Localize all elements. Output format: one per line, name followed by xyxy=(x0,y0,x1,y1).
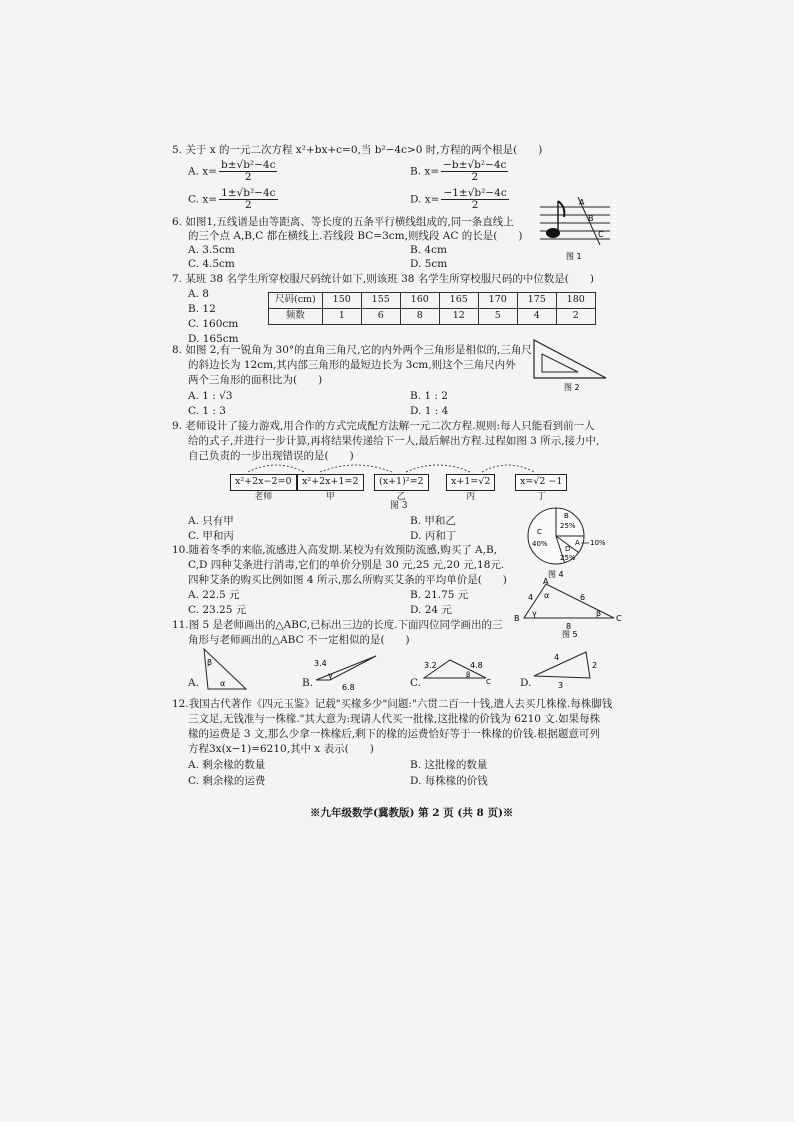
size-cell: 170 xyxy=(478,293,517,309)
q11-option-b-triangle xyxy=(312,650,382,692)
q8-option-b: B. 1 : 2 xyxy=(410,390,448,402)
side-length: 3.4 xyxy=(314,659,327,668)
q10-line2: C,D 四种艾条进行消毒,它们的单价分别是 30 元,25 元,20 元,18元. xyxy=(188,559,505,571)
q12-option-b: B. 这批椽的数量 xyxy=(410,759,488,771)
q9-line3: 自己负责的一步出现错误的是( ) xyxy=(188,450,354,462)
count-cell: 5 xyxy=(478,308,517,324)
figure-1-caption: 图 1 xyxy=(566,252,582,261)
figure-2-set-square xyxy=(528,336,610,394)
relay-name: 乙 xyxy=(396,491,406,502)
q12-option-c: C. 剩余椽的运费 xyxy=(188,775,266,787)
pie-value-a: 10% xyxy=(590,539,606,547)
count-header: 频数 xyxy=(269,308,323,324)
page-footer: ※九年级数学(冀教版) 第 2 页 (共 8 页)※ xyxy=(310,807,514,819)
q8-line1: 8. 如图 2,有一锐角为 30°的直角三角尺,它的内外两个三角形是相似的,三角尺 xyxy=(172,344,532,356)
count-row xyxy=(269,308,596,324)
count-cell: 6 xyxy=(361,308,400,324)
point-a-label: A xyxy=(579,198,585,207)
count-cell: 2 xyxy=(556,308,595,324)
q8-option-d: D. 1 : 4 xyxy=(410,405,449,417)
pie-label-c: C xyxy=(537,528,542,536)
q6-line2: 的三个点 A,B,C 都在横线上.若线段 BC=3cm,则线段 AC 的长是( ) xyxy=(188,230,523,242)
q11-line1: 11.图 5 是老师画出的△ABC,已标出三边的长度.下面四位同学画出的三 xyxy=(172,619,503,631)
size-cell: 175 xyxy=(517,293,556,309)
figure-4-caption: 图 4 xyxy=(548,570,564,579)
point-b-label: B xyxy=(588,214,594,223)
side-ac-length: 6 xyxy=(580,593,586,602)
q11-option-a-label: A. xyxy=(188,677,199,689)
q12-option-d: D. 每株椽的价钱 xyxy=(410,775,488,787)
pie-label-a: A xyxy=(575,539,580,547)
vertex-c-label: C xyxy=(616,614,622,623)
pie-value-d: 25% xyxy=(560,554,576,562)
q9-option-d: D. 丙和丁 xyxy=(410,530,457,542)
angle-beta: β xyxy=(466,671,471,679)
count-cell: 8 xyxy=(400,308,439,324)
q7-option-a: A. 8 xyxy=(188,288,209,300)
figure-4-pie-chart xyxy=(520,504,614,580)
side-length: 3 xyxy=(558,681,564,690)
q9-option-b: B. 甲和乙 xyxy=(410,515,456,527)
q5-option-b: B. x= $\frac{\text{−b±√b²−4c}}{2}$ xyxy=(410,159,507,184)
count-cell: 12 xyxy=(439,308,478,324)
q10-line3: 四种艾条的购买比例如图 4 所示,那么所购买艾条的平均单价是( ) xyxy=(188,574,507,586)
point-c-label: C xyxy=(598,230,604,239)
q9-line2: 给的式子,并进行一步计算,再将结果传递给下一人,最后解出方程.过程如图 3 所示,接力中, xyxy=(188,435,600,447)
side-length: 6.8 xyxy=(342,683,355,692)
angle-alpha: α xyxy=(220,679,226,688)
figure-2-caption: 图 2 xyxy=(564,383,580,392)
size-row xyxy=(269,293,596,309)
relay-name: 丙 xyxy=(466,491,476,502)
equation-box: x²+2x+1=2 xyxy=(297,474,364,491)
q10-option-c: C. 23.25 元 xyxy=(188,604,247,616)
size-cell: 160 xyxy=(400,293,439,309)
relay-name: 甲 xyxy=(325,491,335,502)
pie-label-b: B xyxy=(564,512,569,520)
q11-option-b-label: B. xyxy=(302,677,314,689)
relay-step-jia xyxy=(297,474,364,503)
size-cell: 180 xyxy=(556,293,595,309)
q11-option-c-label: C. xyxy=(410,677,421,689)
side-length: 3.2 xyxy=(424,661,437,670)
q9-line1: 9. 老师设计了接力游戏,用合作的方式完成配方法解一元二次方程.规则:每人只能看到前一人 xyxy=(172,420,595,432)
q5-option-a: A. x= $\frac{\text{b±√b²−4c}}{2}$ xyxy=(188,159,276,184)
q11-line2: 角形与老师画出的△ABC 不一定相似的是( ) xyxy=(188,634,410,646)
q9-option-a: A. 只有甲 xyxy=(188,515,234,527)
figure-5-triangle-abc xyxy=(512,578,624,638)
side-length: 4 xyxy=(554,653,560,662)
pie-value-c: 40% xyxy=(532,540,548,548)
figure-5-caption: 图 5 xyxy=(562,630,578,638)
vertex-a-label: A xyxy=(543,578,549,586)
q5-option-d: D. x= $\frac{\text{−1±√b²−4c}}{2}$ xyxy=(410,187,507,212)
q6-option-d: D. 5cm xyxy=(410,258,448,270)
q6-option-c: C. 4.5cm xyxy=(188,258,235,270)
q9-option-c: C. 甲和丙 xyxy=(188,530,234,542)
q8-line3: 两个三角形的面积比为( ) xyxy=(188,374,323,386)
pie-label-d: D xyxy=(565,545,571,553)
side-ab-length: 4 xyxy=(528,593,534,602)
q6-option-a: A. 3.5cm xyxy=(188,244,235,256)
equation-box: (x+1)²=2 xyxy=(374,474,429,491)
q11-option-d-label: D. xyxy=(520,677,532,689)
size-cell: 150 xyxy=(322,293,361,309)
figure-1-staff xyxy=(536,193,612,263)
q10-option-d: D. 24 元 xyxy=(410,604,452,616)
q11-option-c-triangle xyxy=(420,654,492,690)
q8-line2: 的斜边长为 12cm,其内部三角形的最短边长为 3cm,则这个三角尺内外 xyxy=(188,359,516,371)
count-cell: 1 xyxy=(322,308,361,324)
angle-gamma: γ xyxy=(328,671,333,680)
q6-option-b: B. 4cm xyxy=(410,244,447,256)
size-cell: 165 xyxy=(439,293,478,309)
equation-box: x=√2 −1 xyxy=(515,474,567,491)
q8-option-c: C. 1 : 3 xyxy=(188,405,226,417)
relay-step-ding xyxy=(515,474,567,503)
equation-box: x+1=√2 xyxy=(446,474,495,491)
side-length: 2 xyxy=(592,661,598,670)
relay-step-yi xyxy=(374,474,429,503)
q6-line1: 6. 如图1,五线谱是由等距离、等长度的五条平行横线组成的,同一条直线上 xyxy=(172,216,514,228)
q7-option-b: B. 12 xyxy=(188,303,216,315)
q10-line1: 10.随着冬季的来临,流感进入高发期.某校为有效预防流感,购买了 A,B, xyxy=(172,544,498,556)
q10-option-b: B. 21.75 元 xyxy=(410,589,469,601)
q12-line4: 方程3x(x−1)=6210,其中 x 表示( ) xyxy=(188,743,374,755)
q12-line1: 12.我国古代著作《四元玉鉴》记载"买椽多少"问题:"六贯二百一十钱,遣人去买几株椽.每株脚钱 xyxy=(172,698,613,710)
side-length: 4.8 xyxy=(470,661,483,670)
q10-option-a: A. 22.5 元 xyxy=(188,589,240,601)
q7-stem: 7. 某班 38 名学生所穿校服尺码统计如下,则该班 38 名学生所穿校服尺码的中位数是( ) xyxy=(172,273,594,285)
figure-3-caption: 图 3 xyxy=(390,501,408,511)
equation-box: x²+2x−2=0 xyxy=(230,474,297,491)
q12-line3: 椽的运费是 3 文,那么少拿一株椽后,剩下的椽的运费恰好等于一株椽的价钱.根据题意可列 xyxy=(188,728,600,740)
pie-value-b: 25% xyxy=(560,522,576,530)
relay-name: 丁 xyxy=(536,491,546,502)
relay-name: 老师 xyxy=(254,491,273,502)
size-header: 尺码(cm) xyxy=(269,293,323,309)
angle-beta: β xyxy=(596,609,602,618)
angle-alpha: α xyxy=(544,591,550,600)
q11-option-d-triangle xyxy=(530,644,602,692)
q5-stem: 5. 关于 x 的一元二次方程 x²+bx+c=0,当 b²−4c>0 时,方程的两个根是( ) xyxy=(172,144,543,156)
q12-option-a: A. 剩余椽的数量 xyxy=(188,759,266,771)
angle-gamma: γ xyxy=(532,609,537,618)
relay-step-bing xyxy=(446,474,495,503)
q7-option-d: D. 165cm xyxy=(188,333,239,345)
vertex-c-label: C xyxy=(486,678,491,686)
vertex-b-label: B xyxy=(514,614,520,623)
angle-beta: β xyxy=(207,658,213,667)
shoe-size-table xyxy=(268,292,596,325)
side-bc-length: 8 xyxy=(566,622,572,631)
q5-option-c: C. x= $\frac{\text{1±√b²−4c}}{2}$ xyxy=(188,187,276,212)
size-cell: 155 xyxy=(361,293,400,309)
q11-option-a-triangle xyxy=(198,645,252,693)
q7-option-c: C. 160cm xyxy=(188,318,239,330)
q12-line2: 三文足,无钱准与一株椽."其大意为:现请人代买一批椽,这批椽的价钱为 6210 文.如果每株 xyxy=(188,713,601,725)
relay-step-teacher xyxy=(230,474,297,503)
count-cell: 4 xyxy=(517,308,556,324)
q8-option-a: A. 1 : √3 xyxy=(188,390,233,402)
